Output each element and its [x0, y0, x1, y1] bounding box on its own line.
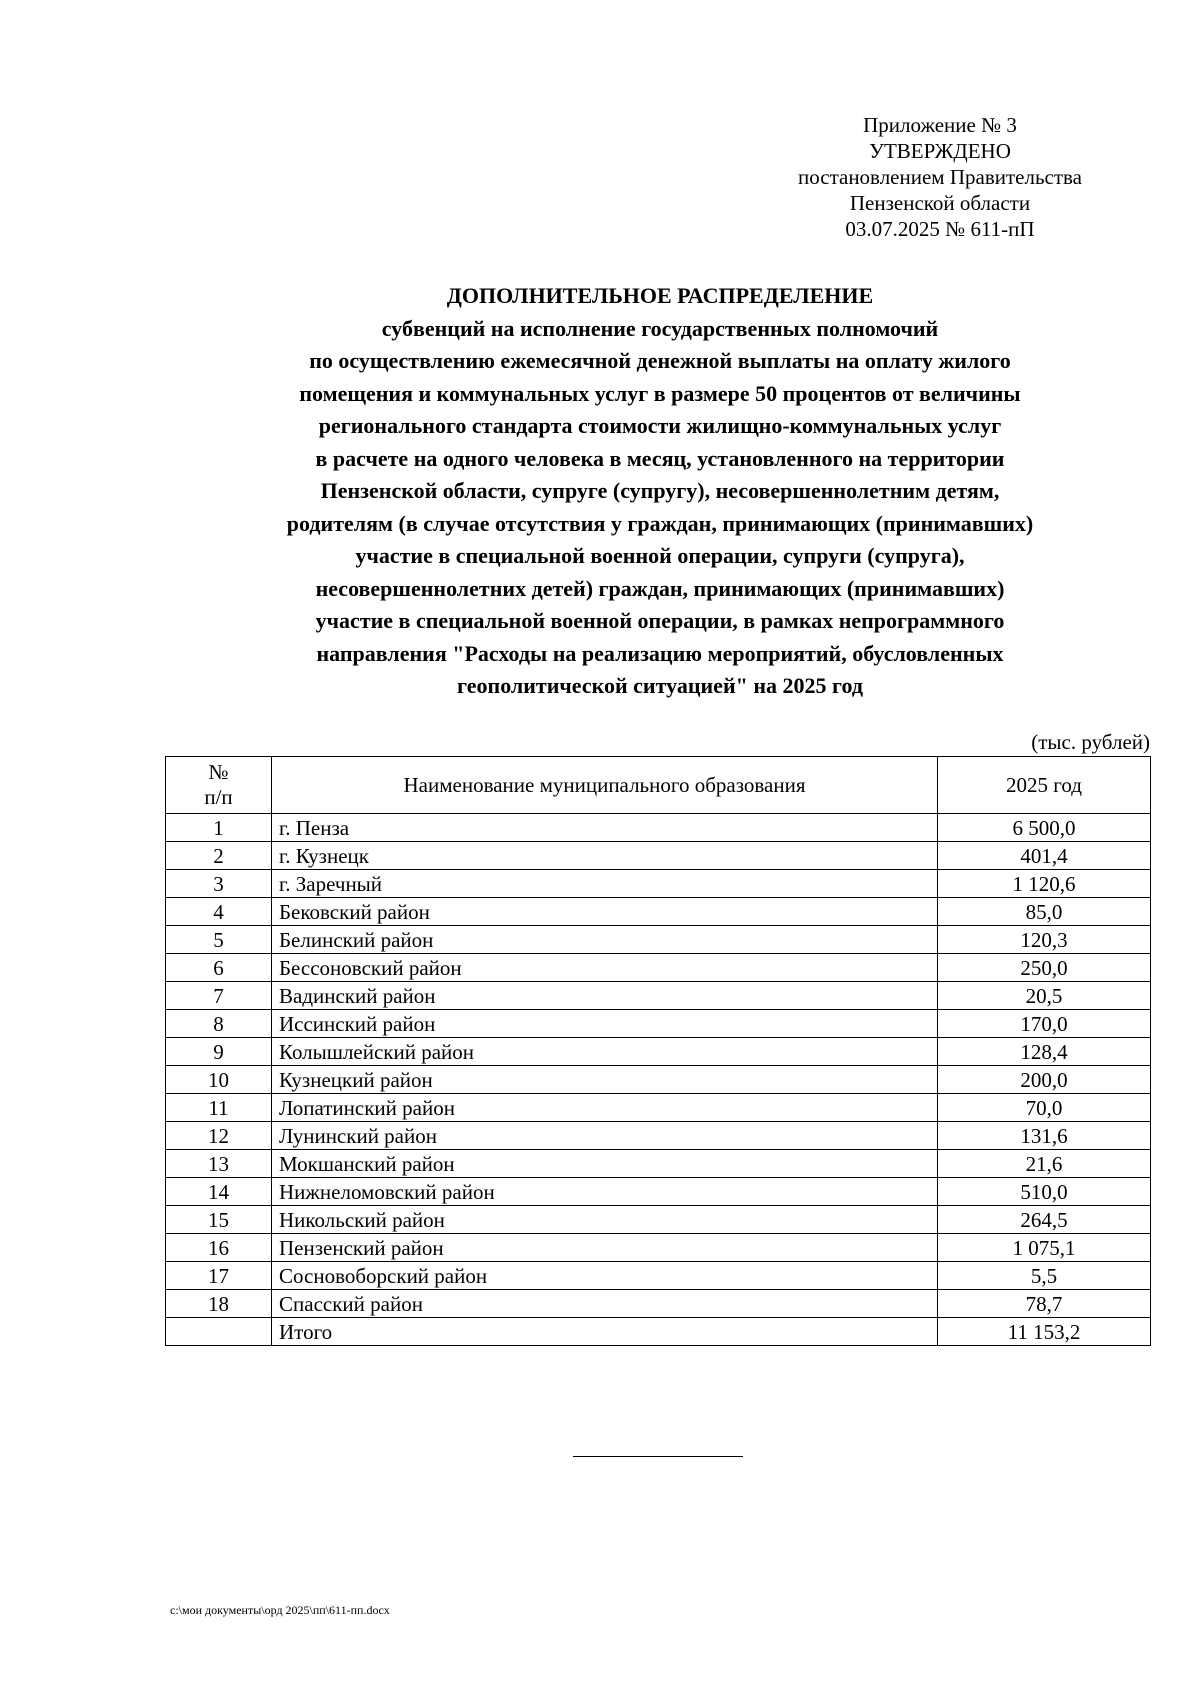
amount-cell: 128,4 — [938, 1038, 1151, 1066]
table-row — [166, 926, 1151, 954]
row-number-cell: 12 — [166, 1122, 272, 1150]
row-number-cell: 16 — [166, 1234, 272, 1262]
title-line: родителям (в случае отсутствия у граждан, принимающих (принимавших) — [286, 510, 1034, 536]
row-number-cell: 6 — [166, 954, 272, 982]
file-path-footer: c:\мои документы\орд 2025\пп\611-пп.docx — [170, 1603, 390, 1617]
amount-cell: 6 500,0 — [938, 814, 1151, 842]
table-row — [166, 870, 1151, 898]
table-body — [166, 814, 1151, 1346]
table-row — [166, 954, 1151, 982]
header-municipality: Наименование муниципального образования — [272, 757, 938, 814]
table-row — [166, 1178, 1151, 1206]
table-row — [166, 842, 1151, 870]
title-line: несовершеннолетних детей) граждан, принимающих (принимавших) — [315, 575, 1005, 601]
row-number-cell: 15 — [166, 1206, 272, 1234]
row-number-cell: 8 — [166, 1010, 272, 1038]
table-row — [166, 1290, 1151, 1318]
title-line: участие в специальной военной операции, в рамках непрограммного — [315, 608, 1005, 633]
row-number-cell: 4 — [166, 898, 272, 926]
row-number-cell: 17 — [166, 1262, 272, 1290]
amount-cell: 401,4 — [938, 842, 1151, 870]
amount-cell: 200,0 — [938, 1066, 1151, 1094]
amount-cell: 131,6 — [938, 1122, 1151, 1150]
row-number-cell: 10 — [166, 1066, 272, 1094]
header-number — [166, 757, 272, 814]
row-number-cell: 7 — [166, 982, 272, 1010]
table-row — [166, 1122, 1151, 1150]
table-row — [166, 1094, 1151, 1122]
row-number-cell: 2 — [166, 842, 272, 870]
table-total-row — [166, 1318, 1151, 1346]
appendix-number: Приложение № 3 — [863, 113, 1017, 137]
title-line: помещения и коммунальных услуг в размере 50 процентов от величины — [299, 380, 1021, 406]
table-row — [166, 1010, 1151, 1038]
table-row — [166, 982, 1151, 1010]
municipality-name-cell: Лопатинский район — [272, 1094, 938, 1122]
row-number-cell: 3 — [166, 870, 272, 898]
amount-cell: 78,7 — [938, 1290, 1151, 1318]
municipality-name-cell: Спасский район — [272, 1290, 938, 1318]
municipality-name-cell: Бессоновский район — [272, 954, 938, 982]
table-row — [166, 1234, 1151, 1262]
table-row — [166, 1150, 1151, 1178]
amount-cell: 120,3 — [938, 926, 1151, 954]
title-line: ДОПОЛНИТЕЛЬНОЕ РАСПРЕДЕЛЕНИЕ — [446, 283, 874, 308]
table-header-row — [166, 757, 1151, 814]
amount-cell: 170,0 — [938, 1010, 1151, 1038]
title-line: в расчете на одного человека в месяц, установленного на территории — [315, 445, 1005, 471]
approved-by-region: Пензенской области — [849, 191, 1031, 215]
municipality-name-cell: г. Заречный — [272, 870, 938, 898]
distribution-table — [165, 756, 1151, 1346]
resolution-date-number: 03.07.2025 № 611-пП — [845, 217, 1035, 241]
title-line: геополитической ситуацией" на 2025 год — [457, 673, 863, 698]
approved-by-line: постановлением Правительства — [797, 165, 1082, 189]
municipality-name-cell: Лунинский район — [272, 1122, 938, 1150]
table-row — [166, 1262, 1151, 1290]
municipality-name-cell: Нижнеломовский район — [272, 1178, 938, 1206]
title-line: регионального стандарта стоимости жилищно-коммунальных услуг — [318, 413, 1002, 438]
municipality-name-cell: Колышлейский район — [272, 1038, 938, 1066]
title-line: по осуществлению ежемесячной денежной выплаты на оплату жилого — [309, 348, 1011, 373]
amount-cell: 250,0 — [938, 954, 1151, 982]
row-number-cell: 1 — [166, 814, 272, 842]
amount-cell: 510,0 — [938, 1178, 1151, 1206]
amount-cell: 264,5 — [938, 1206, 1151, 1234]
total-label-cell: Итого — [272, 1318, 938, 1346]
amount-cell: 1 120,6 — [938, 870, 1151, 898]
title-line: субвенций на исполнение государственных полномочий — [381, 315, 939, 341]
amount-cell: 5,5 — [938, 1262, 1151, 1290]
header-number-pp: п/п — [204, 785, 233, 809]
municipality-name-cell: г. Пенза — [272, 814, 938, 842]
table-row — [166, 898, 1151, 926]
row-number-cell: 14 — [166, 1178, 272, 1206]
municipality-name-cell: Пензенский район — [272, 1234, 938, 1262]
municipality-name-cell: Иссинский район — [272, 1010, 938, 1038]
table-row — [166, 814, 1151, 842]
amount-cell: 85,0 — [938, 898, 1151, 926]
title-line: направления "Расходы на реализацию мероприятий, обусловленных — [316, 640, 1004, 666]
document-title — [120, 280, 1200, 703]
table-row — [166, 1038, 1151, 1066]
amount-cell: 21,6 — [938, 1150, 1151, 1178]
table-row — [166, 1206, 1151, 1234]
amount-cell: 1 075,1 — [938, 1234, 1151, 1262]
title-line: участие в специальной военной операции, супруги (супруга), — [355, 543, 965, 568]
header-number-sign: № — [208, 760, 229, 784]
municipality-name-cell: г. Кузнецк — [272, 842, 938, 870]
row-number-cell: 5 — [166, 926, 272, 954]
municipality-name-cell: Никольский район — [272, 1206, 938, 1234]
separator-line — [573, 1456, 743, 1457]
municipality-name-cell: Сосновоборский район — [272, 1262, 938, 1290]
header-year: 2025 год — [938, 757, 1151, 814]
total-number-cell — [166, 1318, 272, 1346]
amount-cell: 20,5 — [938, 982, 1151, 1010]
total-value-cell: 11 153,2 — [938, 1318, 1151, 1346]
table-row — [166, 1066, 1151, 1094]
municipality-name-cell: Бековский район — [272, 898, 938, 926]
municipality-name-cell: Мокшанский район — [272, 1150, 938, 1178]
municipality-name-cell: Кузнецкий район — [272, 1066, 938, 1094]
row-number-cell: 9 — [166, 1038, 272, 1066]
approval-block — [770, 112, 1110, 242]
municipality-name-cell: Белинский район — [272, 926, 938, 954]
row-number-cell: 13 — [166, 1150, 272, 1178]
units-label: (тыс. рублей) — [1031, 730, 1150, 754]
amount-cell: 70,0 — [938, 1094, 1151, 1122]
approved-label: УТВЕРЖДЕНО — [869, 139, 1011, 163]
municipality-name-cell: Вадинский район — [272, 982, 938, 1010]
row-number-cell: 11 — [166, 1094, 272, 1122]
row-number-cell: 18 — [166, 1290, 272, 1318]
title-line: Пензенской области, супруге (супругу), несовершеннолетним детям, — [320, 478, 1000, 503]
